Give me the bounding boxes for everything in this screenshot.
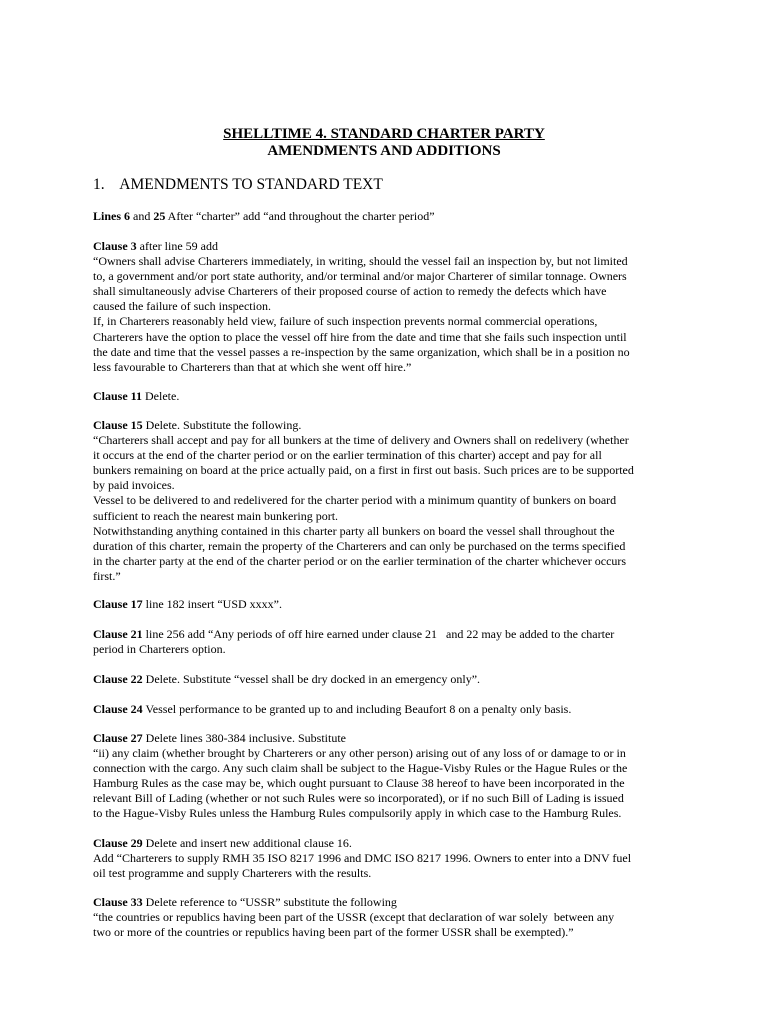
body-line: “the countries or republics having been part of the USSR (except that declaration of war solely between any [93,910,615,925]
title-line-2: AMENDMENTS AND ADDITIONS [267,143,501,159]
lines-text: After “charter” add “and throughout the charter period” [165,209,435,223]
clause-label: Clause 24 [93,702,143,716]
body-line: bunkers remaining on board at the price actually paid, on a first in first out basis. Such prices are to be supported [93,463,634,478]
body-line: oil test programme and supply Charterers with the results. [93,866,372,881]
body-line: connection with the cargo. Any such claim shall be subject to the Hague-Visby Rules or the Hague Rules or the [93,761,628,776]
body-line: by paid invoices. [93,478,175,493]
body-line: sufficient to reach the nearest main bunkering port. [93,508,339,523]
body-line: it occurs at the end of the charter period or on the earlier termination of this charter) accept and pay for all [93,448,602,463]
body-line: the date and time that the vessel passes a re-inspection by the same organization, which shall be in a position no [93,344,630,359]
paragraph-clause-33 [93,895,683,940]
clause-label: Clause 15 [93,418,143,432]
title-line-1: SHELLTIME 4. STANDARD CHARTER PARTY [223,126,545,142]
clause-instruction: after line 59 add [136,239,218,253]
paragraph-clause-22 [93,672,683,687]
body-line: first.” [93,568,121,583]
clause-instruction: Delete. Substitute the following. [142,418,302,432]
clause-label: Clause 17 [93,597,143,611]
body-line: Add “Charterers to supply RMH 35 ISO 8217 1996 and DMC ISO 8217 1996. Owners to enter into a DNV fuel [93,851,632,866]
clause-label: Clause 3 [93,239,137,253]
body-line: to the Hague-Visby Rules unless the Hamburg Rules compulsorily apply in which case to the Hamburg Rules. [93,806,622,821]
section-heading: 1. AMENDMENTS TO STANDARD TEXT [93,176,383,193]
paragraph-clause-11 [93,389,683,404]
clause-label: Clause 21 [93,627,143,641]
clause-label: Clause 33 [93,895,143,909]
body-line: less favourable to Charterers than that at which she went off hire.” [93,359,412,374]
clause-instruction: Delete reference to “USSR” substitute the following [142,895,397,909]
clause-label: Clause 27 [93,731,143,745]
paragraph-lines-6-25 [93,209,683,224]
clause-instruction: Delete lines 380-384 inclusive. Substitute [142,731,346,745]
body-line: period in Charterers option. [93,642,226,657]
lines-number: 25 [153,209,166,223]
clause-label: Clause 29 [93,836,143,850]
lines-conjunction: and [130,209,154,223]
body-line: duration of this charter, remain the property of the Charterers and can only be purchased on the terms specified [93,538,626,553]
paragraph-clause-21 [93,627,683,657]
body-line: two or more of the countries or republics having been part of the former USSR shall be exempted).” [93,925,574,940]
body-line: shall simultaneously advise Charterers of their proposed course of action to remedy the defects which have [93,284,607,299]
body-line: “Charterers shall accept and pay for all bunkers at the time of delivery and Owners shall on redelivery (whether [93,433,629,448]
document-title [0,126,768,160]
body-line: to, a government and/or port state authority, and/or terminal and/or major Charterer of similar tonnage. Owners [93,269,627,284]
clause-instruction: Delete. Substitute “vessel shall be dry docked in an emergency only”. [142,672,481,686]
clause-instruction: line 182 insert “USD xxxx”. [142,597,282,611]
clause-instruction: Vessel performance to be granted up to and including Beaufort 8 on a penalty only basis. [142,702,572,716]
body-line: Notwithstanding anything contained in this charter party all bunkers on board the vessel shall throughout the [93,523,615,538]
paragraph-clause-29 [93,836,683,881]
body-line: Charterers have the option to place the vessel off hire from the date and time that she fails such inspection until [93,329,627,344]
body-line: “Owners shall advise Charterers immediately, in writing, should the vessel fail an inspection by, but not limited [93,254,628,269]
paragraph-clause-27 [93,731,683,822]
body-line: in the charter party at the end of the charter period or on the earlier termination of the charter whichever occurs [93,553,627,568]
body-line: relevant Bill of Lading (whether or not such Rules were so incorporated), or if no such Bill of Lading is issued [93,791,624,806]
paragraph-clause-24 [93,702,683,717]
body-line: caused the failure of such inspection. [93,299,271,314]
clause-instruction: line 256 add “Any periods of off hire earned under clause 21 and 22 may be added to the charter [142,627,615,641]
paragraph-clause-17 [93,597,683,612]
paragraph-clause-3 [93,239,683,375]
body-line: “ii) any claim (whether brought by Charterers or any other person) arising out of any loss of or damage to or in [93,746,626,761]
paragraph-clause-15 [93,418,683,584]
body-line: If, in Charterers reasonably held view, failure of such inspection prevents normal commercial operations, [93,314,598,329]
lines-label: Lines 6 [93,209,131,223]
clause-instruction: Delete. [142,389,180,403]
body-line: Hamburg Rules as the case may be, which ought pursuant to Clause 38 hereof to have been incorporated in the [93,776,625,791]
clause-instruction: Delete and insert new additional clause 16. [142,836,352,850]
clause-label: Clause 11 [93,389,143,403]
body-line: Vessel to be delivered to and redelivered for the charter period with a minimum quantity of bunkers on board [93,493,617,508]
clause-label: Clause 22 [93,672,143,686]
